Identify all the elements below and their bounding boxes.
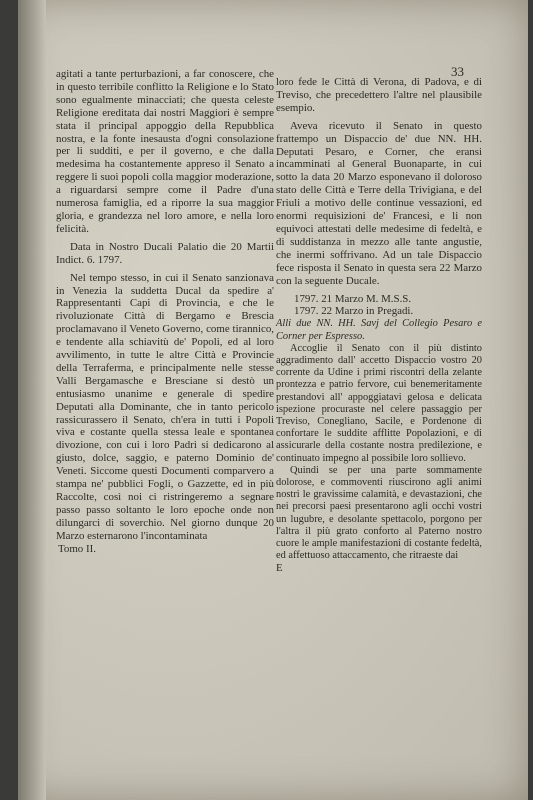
- paragraph-deputies: Nel tempo stesso, in cui il Senato sanzionava in Venezia la suddetta Ducal da spedire a' Rappresentanti Capi di Provincia, e che le rivoluzionate Città di Bergamo e Brescia proclamavano il Veneto Governo, come tirannico, e tendente alla schiavitù de' Popoli, ed al loro avvilimento, in tutte le altre Città e Provincie della Terraferma, e principalmente nelle stesse Valli Bergamasche e Bresciane si destò un entusiasmo unanime e generale di spedire Deputati alla Dominante, che in tanto pericolo rassicurassero il Senato, ch'era in tutti i Popoli viva e costante quella stessa leale e spontanea divozione, con cui i loro Padri si dedicarono al giusto, dolce, saggio, e paterno Dominio de' Veneti. Siccome questi Documenti comparvero a stampa ne' pubblici Fogli, o Gazzette, ed in più Raccolte, così noi ci ristringeremo a segnare passo passo soltanto le loro epoche onde non dilungarci di soverchio. Nel giorno dunque 20 Marzo esternarono l'incontaminata: [56, 271, 274, 542]
- paragraph-religion: agitati a tante perturbazioni, a far conoscere, che in questo terribile conflitto la Religione e lo Stato sono egualmente minacciati; che questa celeste Religione ereditata dai nostri Maggiori è sempre stata il principal appoggio della Repubblica nostra, e la fonte inesausta d'ogni consolazione per li sudditi, e per il governo, e che dalla medesima ha costantemente appreso il Senato a reggere li suoi popoli colla maggior moderazione, a riguardarsi sempre come il Padre d'una numerosa famiglia, ed a riporre la sua maggior gloria, e grandezza nel loro amore, e nella loro felicità.: [56, 68, 274, 235]
- paragraph-cities: loro fede le Città di Verona, di Padova, e di Treviso, che precedettero l'altre nel plausibile esempio.: [276, 76, 482, 114]
- paragraph-accoglie: Accoglie il Senato con il più distinto aggradimento dall' accetto Dispaccio vostro 20 corrente da Udine i primi riscontri della zelante prontezza e patrio fervore, cui benemeritamente prestandovi all' appoggiatavi gelosa e delicata ispezione procuraste nel celere passaggio per Treviso, Conegliano, Sacile, e Pordenone di confortare le suddite afflitte Popolazioni, e di assicurarle della costante nostra predilezione, e continuato impegno al possibile loro sollievo.: [276, 342, 482, 464]
- paragraph-dispatch: Aveva ricevuto il Senato in questo frattempo un Dispaccio de' due NN. HH. Deputati Pesaro, e Corner, che eransi incamminati al General Buonaparte, in cui sotto la data 20 Marzo esponevano il doloroso stato delle Città e Terre della Trivigiana, e del Friuli a motivo delle continue vessazioni, ed enormi requisizioni de' Francesi, e li non equivoci attestati delle medesime di fedeltà, e di suddistanza in mezzo alle tante angustie, che inermi soffrivano. Ad un tale Dispaccio fece risposta il Senato in questa sera 22 Marzo con la seguente Ducale.: [276, 119, 482, 287]
- catchword: Tomo II.: [58, 542, 96, 555]
- page-number: 33: [451, 64, 464, 79]
- right-column: [276, 76, 482, 575]
- book-spine-shadow: [18, 0, 46, 800]
- left-column: [56, 68, 274, 556]
- book-page: [18, 0, 528, 800]
- date-heading-21: 1797. 21 Marzo M. M.S.S.: [294, 292, 412, 305]
- address-line: Alli due NN. HH. Savj del Collegio Pesaro e Corner per Espresso.: [276, 318, 482, 342]
- paragraph-dated: Data in Nostro Ducali Palatio die 20 Martii Indict. 6. 1797.: [56, 240, 274, 266]
- date-heading-22: 1797. 22 Marzo in Pregadi.: [294, 305, 414, 318]
- signature-mark: E: [276, 562, 283, 575]
- paragraph-quindi: Quindi se per una parte sommamente dolorose, e commoventi riuscirono agli animi nostri le gravissime calamità, e devastazioni, che nei precorsi paesi presentarono agli occhi vostri un lugubre, e desolante spettacolo, porgono per l'altra il più grato conforto al Paterno nostro cuore le ample manifestazioni di costante fedeltà, ed affettuoso attaccamento, che ritraeste dai: [276, 464, 482, 562]
